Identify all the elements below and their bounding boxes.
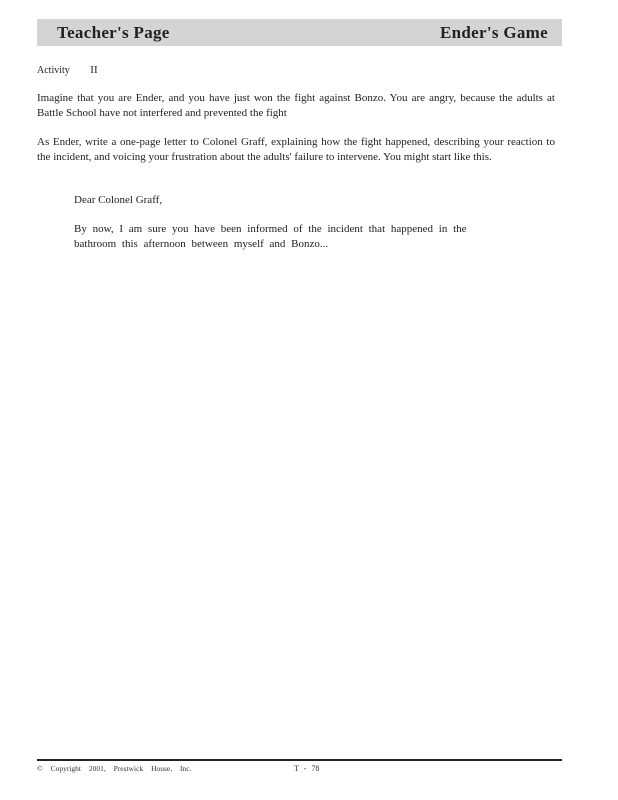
instruction-paragraph-2: As Ender, write a one-page letter to Colonel Graff, explaining how the fight happened, describing your reaction to the incident, and voicing your frustration about the adults' failure to intervene. You might start like this. (37, 136, 555, 163)
letter-opening: By now, I am sure you have been informed of the incident that happened in the bathroom this afternoon between myself and Bonzo... (74, 223, 467, 250)
header-left-title: Teacher's Page (57, 22, 170, 42)
letter-greeting: Dear Colonel Graff, (74, 194, 163, 206)
instruction-paragraph-1: Imagine that you are Ender, and you have just won the fight against Bonzo. You are angry, because the adults at Battle School have not interfered and prevented the fight (37, 92, 555, 119)
activity-label: Activity (37, 65, 70, 76)
footer-divider (37, 759, 562, 761)
footer-page-number: T - 78 (294, 764, 320, 773)
activity-heading (37, 64, 98, 76)
header-right-title: Ender's Game (440, 22, 548, 42)
header-bar (37, 19, 562, 46)
footer-copyright: © Copyright 2001, Prestwick House, Inc. (37, 764, 192, 773)
activity-number: II (90, 64, 98, 76)
